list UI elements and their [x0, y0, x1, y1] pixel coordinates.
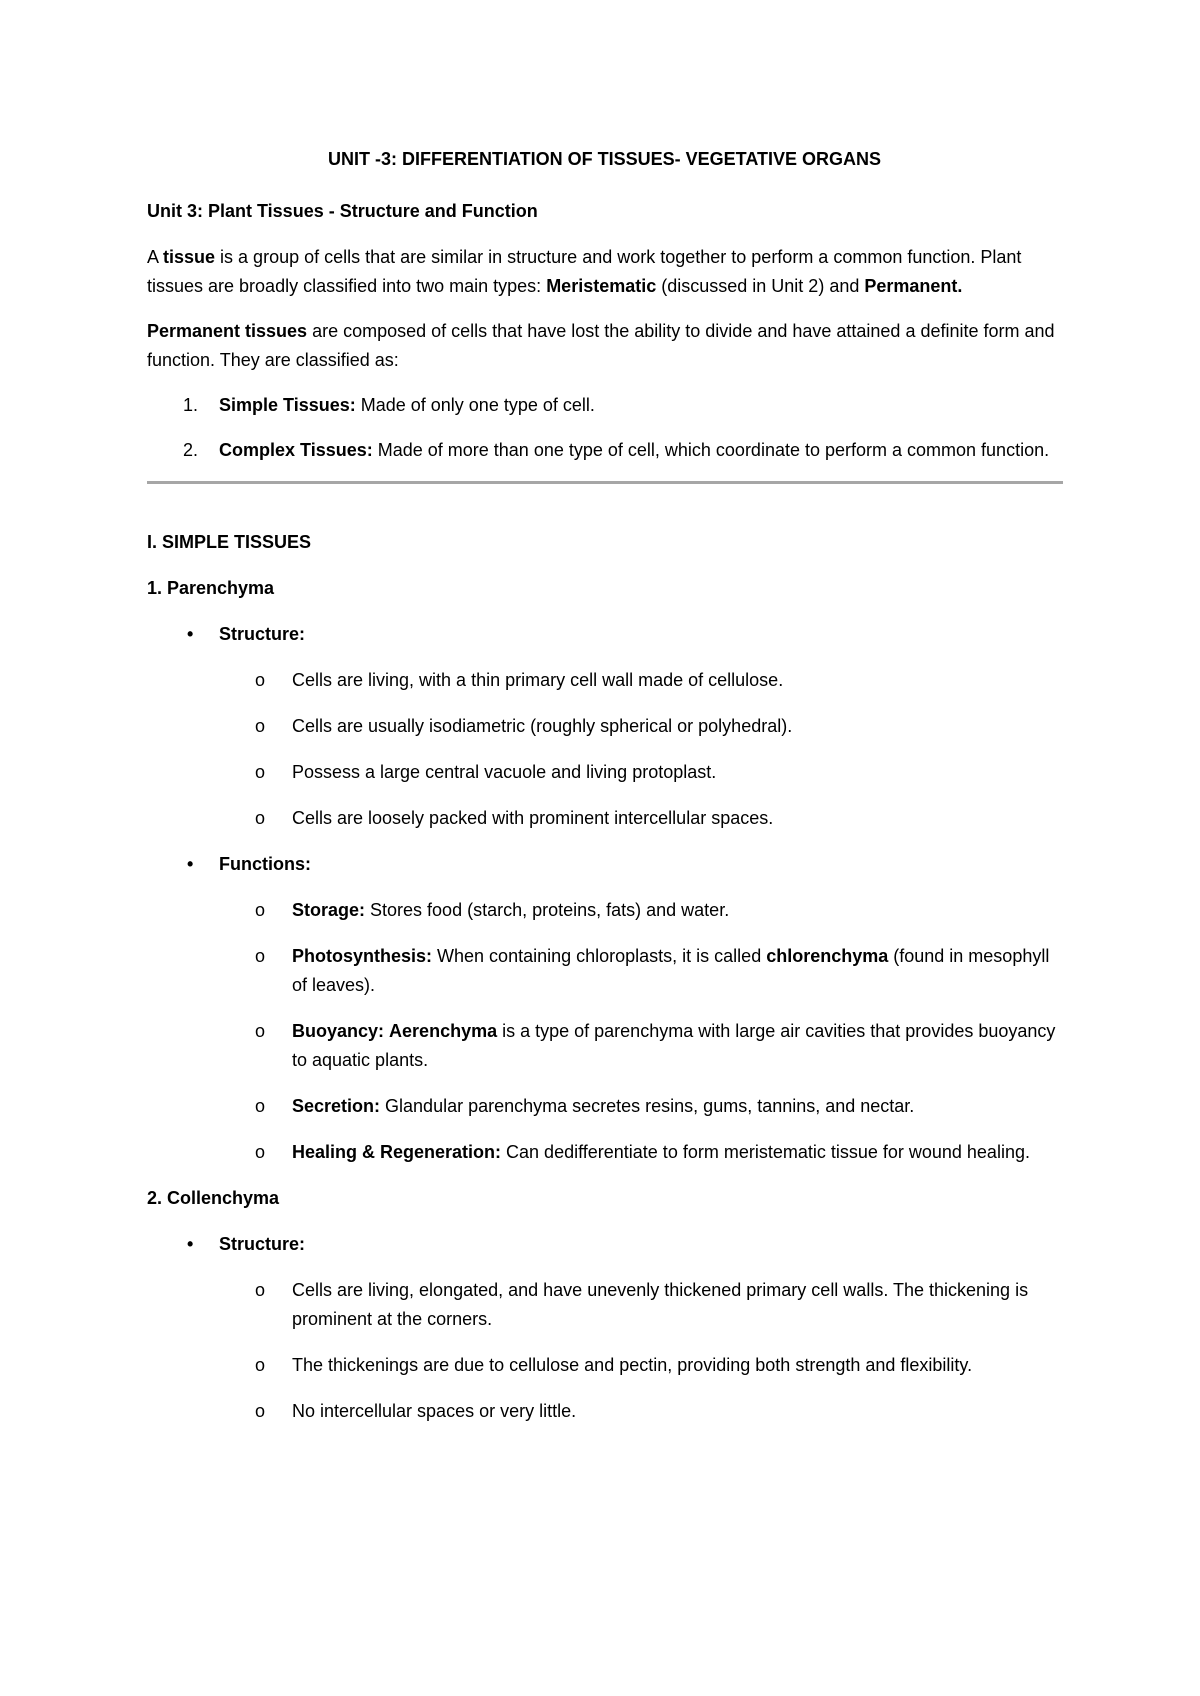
tissue-types-list [147, 391, 1062, 465]
list-text: No intercellular spaces or very little. [292, 1401, 577, 1421]
sub-bullet-icon: o [255, 670, 266, 690]
list-text: Can dedifferentiate to form meristematic tissue for wound healing. [501, 1142, 1030, 1162]
intro-paragraph [147, 243, 1062, 301]
term-storage: Storage: [292, 900, 366, 920]
term-photosynthesis: Photosynthesis: [292, 946, 433, 966]
term-chlorenchyma: chlorenchyma [766, 946, 889, 966]
sub-bullet-icon: o [255, 1401, 266, 1421]
term-aerenchyma: Aerenchyma [389, 1021, 498, 1041]
term-permanent-tissues: Permanent tissues [147, 321, 308, 341]
group-label: Structure: [219, 1234, 306, 1254]
list-item [147, 804, 1062, 833]
bullet-icon: • [187, 624, 194, 644]
list-text: Glandular parenchyma secretes resins, gums, tannins, and nectar. [380, 1096, 915, 1116]
term-secretion: Secretion: [292, 1096, 381, 1116]
document-title: UNIT -3: DIFFERENTIATION OF TISSUES- VEGETATIVE ORGANS [327, 149, 882, 169]
document-subtitle: Unit 3: Plant Tissues - Structure and Function [147, 201, 538, 221]
sub-bullet-icon: o [255, 900, 266, 920]
list-item [147, 1138, 1062, 1167]
collenchyma-structure-list [147, 1276, 1062, 1426]
list-text: Made of more than one type of cell, which coordinate to perform a common function. [372, 440, 1050, 460]
term-complex-tissues: Complex Tissues: [219, 440, 373, 460]
list-number: 2. [183, 440, 199, 460]
list-item [147, 1351, 1062, 1380]
heading-parenchyma: 1. Parenchyma [147, 578, 275, 598]
section-heading-simple-tissues: I. SIMPLE TISSUES [147, 532, 312, 552]
list-item [147, 942, 1062, 1000]
list-item [147, 712, 1062, 741]
list-text: Stores food (starch, proteins, fats) and water. [365, 900, 730, 920]
permanent-text: are composed of cells that have lost the ability to divide and have attained a definite form and function. They are classified as: [147, 321, 1055, 370]
intro-text: A [147, 247, 164, 267]
term-tissue: tissue [163, 247, 216, 267]
list-text: Cells are usually isodiametric (roughly spherical or polyhedral). [292, 716, 793, 736]
list-text: The thickenings are due to cellulose and pectin, providing both strength and flexibility. [292, 1355, 973, 1375]
sub-bullet-icon: o [255, 808, 266, 828]
list-text: Possess a large central vacuole and living protoplast. [292, 762, 717, 782]
list-text: Made of only one type of cell. [355, 395, 595, 415]
list-item [147, 391, 1062, 420]
list-item [147, 1017, 1062, 1075]
sub-bullet-icon: o [255, 1355, 266, 1375]
intro-text: (discussed in Unit 2) and [656, 276, 865, 296]
intro-text: . [957, 276, 963, 296]
term-healing-regeneration: Healing & Regeneration: [292, 1142, 502, 1162]
intro-text: is a group of cells that are similar in structure and work together to perform a common function. Plant tissues are broadly classified into two main types: [147, 247, 1022, 296]
list-item [147, 1092, 1062, 1121]
sub-bullet-icon: o [255, 762, 266, 782]
parenchyma-functions-group [147, 850, 1062, 878]
parenchyma-structure-group [147, 620, 1062, 648]
term-buoyancy: Buoyancy: [292, 1021, 385, 1041]
list-item [147, 1276, 1062, 1334]
sub-bullet-icon: o [255, 1021, 266, 1041]
heading-collenchyma: 2. Collenchyma [147, 1188, 280, 1208]
list-text: Cells are loosely packed with prominent intercellular spaces. [292, 808, 774, 828]
bullet-icon: • [187, 1234, 194, 1254]
list-item [147, 666, 1062, 695]
list-text: (found in mesophyll of leaves). [292, 946, 1050, 995]
term-simple-tissues: Simple Tissues: [219, 395, 356, 415]
sub-bullet-icon: o [255, 946, 266, 966]
list-item [147, 1397, 1062, 1426]
parenchyma-functions-list [147, 896, 1062, 1167]
list-text: Cells are living, with a thin primary cell wall made of cellulose. [292, 670, 784, 690]
group-label: Structure: [219, 624, 306, 644]
list-item [147, 758, 1062, 787]
sub-bullet-icon: o [255, 1280, 266, 1300]
list-text: is a type of parenchyma with large air cavities that provides buoyancy to aquatic plants. [292, 1021, 1056, 1070]
group-label: Functions: [219, 854, 311, 874]
permanent-paragraph [147, 317, 1062, 375]
list-text: When containing chloroplasts, it is called [432, 946, 767, 966]
list-item [147, 436, 1062, 465]
term-permanent: Permanent [864, 276, 958, 296]
list-number: 1. [183, 395, 199, 415]
parenchyma-structure-list [147, 666, 1062, 833]
sub-bullet-icon: o [255, 1096, 266, 1116]
term-meristematic: Meristematic [546, 276, 657, 296]
sub-bullet-icon: o [255, 1142, 266, 1162]
sub-bullet-icon: o [255, 716, 266, 736]
bullet-icon: • [187, 854, 194, 874]
horizontal-divider [147, 481, 1063, 484]
list-item [147, 896, 1062, 925]
list-text: Cells are living, elongated, and have unevenly thickened primary cell walls. The thickening is prominent at the corners. [292, 1280, 1029, 1329]
collenchyma-structure-group [147, 1230, 1062, 1258]
